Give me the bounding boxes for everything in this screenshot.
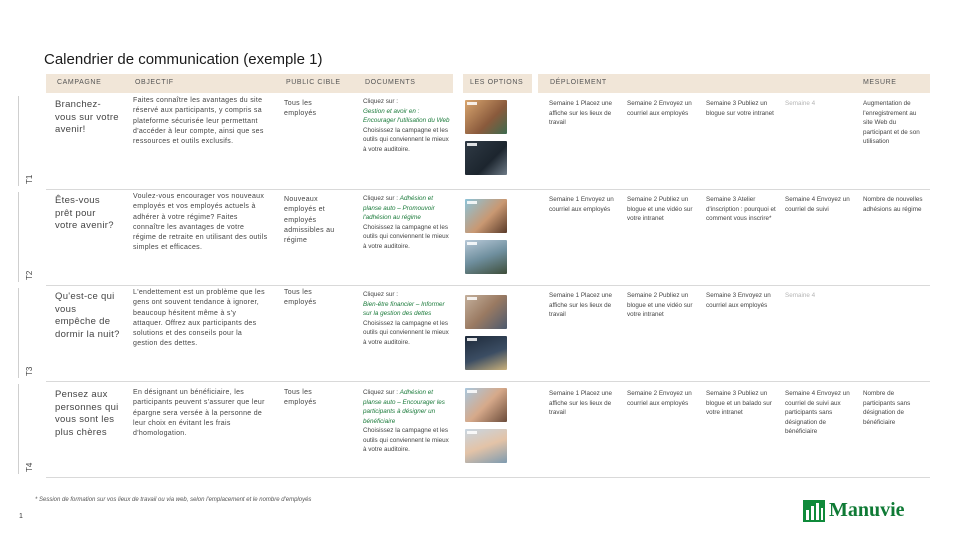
table-header-deploiement — [538, 74, 930, 93]
table-header-options — [463, 74, 532, 93]
row-divider — [46, 189, 930, 190]
trimester-label-t1: T1 — [25, 174, 34, 184]
documents-link[interactable]: Gestion et avoir en : Encourager l'utilisation du Web — [363, 107, 450, 124]
table-row — [46, 96, 930, 188]
campaign-name: Êtes-vous prêt pour votre avenir? — [55, 195, 114, 231]
documents-link[interactable]: Adhésion et planse auto – Encourager les participants à désigner un bénéficiaire — [363, 389, 445, 425]
header-options: LES OPTIONS — [470, 79, 524, 86]
week-3: Semaine 3 Publiez un blogue et un balado sur votre intranet — [706, 390, 772, 416]
week-4: Semaine 4 — [785, 100, 816, 107]
logo-text: Manuvie — [829, 499, 905, 521]
week-3: Semaine 3 Publiez un blogue sur votre intranet — [706, 100, 774, 117]
trimester-line — [18, 96, 19, 186]
trimester-label-t4: T4 — [25, 462, 34, 472]
manuvie-logo-icon — [803, 500, 825, 522]
week-4: Semaine 4 — [785, 292, 816, 299]
week-1: Semaine 1 Placez une affiche sur les lieux de travail — [549, 100, 613, 126]
week-4: Semaine 4 Envoyez un courriel de suivi — [785, 196, 850, 213]
target-audience: Tous les employés — [284, 289, 317, 307]
target-audience: Tous les employés — [284, 389, 317, 407]
documents-intro: Cliquez sur : — [363, 195, 398, 202]
measure-text: Nombre de nouvelles adhésions au régime — [863, 196, 923, 213]
trimester-line — [18, 288, 19, 378]
documents-link[interactable]: Adhésion et planse auto – Promouvoir l'adhésion au régime — [363, 195, 435, 221]
week-1: Semaine 1 Placez une affiche sur les lieux de travail — [549, 390, 613, 416]
row-divider — [46, 381, 930, 382]
manuvie-logo — [803, 499, 905, 522]
trimester-line — [18, 192, 19, 282]
header-documents: DOCUMENTS — [365, 79, 416, 86]
documents-intro: Cliquez sur : — [363, 98, 398, 105]
campaign-name: Pensez aux personnes qui vous sont les plus chères — [55, 389, 119, 438]
documents-intro: Cliquez sur : — [363, 389, 398, 396]
documents-cell — [363, 194, 453, 251]
header-mesure: MESURE — [863, 79, 897, 86]
table-header — [46, 74, 453, 93]
week-1: Semaine 1 Placez une affiche sur les lieux de travail — [549, 292, 613, 318]
campaign-thumbnail[interactable] — [465, 240, 507, 274]
footnote: * Session de formation sur vos lieux de travail ou via web, selon l'emplacement et le nombre d'employés — [35, 497, 312, 503]
row-divider — [46, 285, 930, 286]
campaign-thumbnail[interactable] — [465, 336, 507, 370]
measure-text: Nombre de participants sans désignation de bénéficiaire — [863, 390, 911, 426]
campaign-thumbnail[interactable] — [465, 199, 507, 233]
option-thumbnails — [465, 388, 509, 470]
campaign-thumbnail[interactable] — [465, 141, 507, 175]
trimester-label-t2: T2 — [25, 270, 34, 280]
objective-text: Faites connaître les avantages du site réservé aux participants, y compris sa plateforme sécurisée leur permettant d'accéder à leur compte, ainsi que ses ressources et outils exclusifs. — [133, 97, 264, 146]
documents-intro: Cliquez sur : — [363, 291, 398, 298]
week-3: Semaine 3 Atelier d'inscription : pourquoi et comment vous inscrire* — [706, 196, 776, 222]
documents-cell — [363, 290, 453, 347]
table-row — [46, 192, 930, 284]
documents-note: Choisissez la campagne et les outils qui conviennent le mieux à votre auditoire. — [363, 319, 449, 346]
campaign-thumbnail[interactable] — [465, 100, 507, 134]
trimester-label-t3: T3 — [25, 366, 34, 376]
documents-link[interactable]: Bien-être financier – Informer sur la gestion des dettes — [363, 300, 445, 317]
week-4: Semaine 4 Envoyez un courriel de suivi aux participants sans désignation de bénéficiaire — [785, 390, 850, 435]
objective-text: En désignant un bénéficiaire, les participants peuvent s'assurer que leur épargne sera versée à la personne de leur choix en évitant les frais d'homologation. — [133, 389, 265, 438]
campaign-thumbnail[interactable] — [465, 295, 507, 329]
row-divider — [46, 477, 930, 478]
measure-text: Augmentation de l'enregistrement au site Web du participant et de son utilisation — [863, 100, 920, 145]
header-public: PUBLIC CIBLE — [286, 79, 341, 86]
option-thumbnails — [465, 295, 509, 377]
page-number: 1 — [19, 513, 23, 520]
campaign-thumbnail[interactable] — [465, 388, 507, 422]
documents-note: Choisissez la campagne et les outils qui conviennent le mieux à votre auditoire. — [363, 223, 449, 250]
week-1: Semaine 1 Envoyez un courriel aux employés — [549, 196, 614, 213]
week-3: Semaine 3 Envoyez un courriel aux employés — [706, 292, 771, 309]
week-2: Semaine 2 Envoyez un courriel aux employés — [627, 390, 692, 407]
week-2: Semaine 2 Publiez un blogue et une vidéo sur votre intranet — [627, 292, 693, 318]
documents-cell — [363, 388, 453, 455]
documents-cell — [363, 97, 453, 154]
campaign-name: Qu'est-ce qui vous empêche de dormir la nuit? — [55, 291, 120, 340]
table-row — [46, 384, 930, 476]
trimester-line — [18, 384, 19, 474]
header-deploiement: DÉPLOIEMENT — [550, 79, 607, 86]
target-audience: Tous les employés — [284, 100, 317, 118]
page-title: Calendrier de communication (exemple 1) — [44, 51, 323, 68]
week-2: Semaine 2 Publiez un blogue et une vidéo sur votre intranet — [627, 196, 693, 222]
campaign-thumbnail[interactable] — [465, 429, 507, 463]
option-thumbnails — [465, 100, 509, 182]
option-thumbnails — [465, 199, 509, 281]
table-row — [46, 288, 930, 380]
objective-text: L'endettement est un problème que les gens ont souvent tendance à ignorer, beaucoup hésitent même à s'y attaquer. Offrez aux participants des solutions et des conseils pour la gestion des dettes. — [133, 289, 265, 348]
header-objectif: OBJECTIF — [135, 79, 174, 86]
documents-note: Choisissez la campagne et les outils qui conviennent le mieux à votre auditoire. — [363, 126, 449, 153]
week-2: Semaine 2 Envoyez un courriel aux employés — [627, 100, 692, 117]
header-campagne: CAMPAGNE — [57, 79, 102, 86]
campaign-name: Branchez-vous sur votre avenir! — [55, 99, 119, 135]
objective-text: Voulez-vous encourager vos nouveaux employés et vos employés actuels à adhérer à votre régime? Faites connaître les avantages de votre régime de retraite en utilisant des outils simples et efficaces. — [133, 193, 268, 252]
documents-note: Choisissez la campagne et les outils qui conviennent le mieux à votre auditoire. — [363, 427, 449, 453]
target-audience: Nouveaux employés et employés admissibles au régime — [284, 196, 335, 245]
